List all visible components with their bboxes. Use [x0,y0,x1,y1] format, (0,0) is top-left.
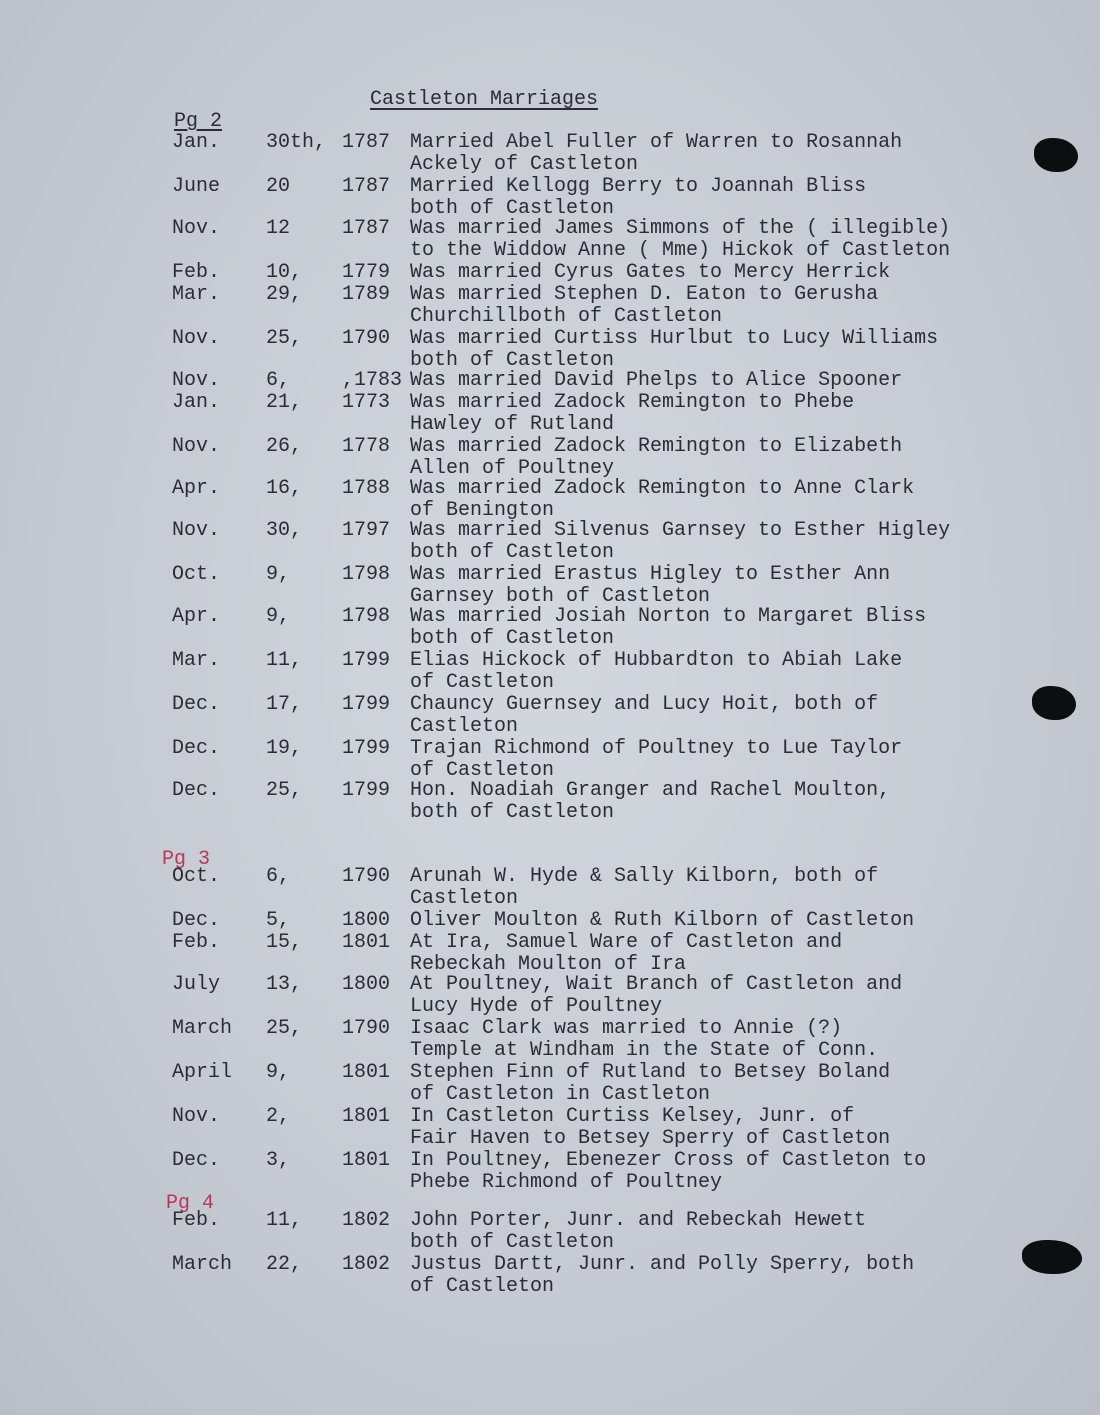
entry-year: 1799 [342,737,391,760]
entry-year: 1801 [342,1061,391,1084]
entry-text-line1: Was married Erastus Higley to Esther Ann [410,563,891,586]
entry-month: Apr. [172,477,221,500]
entry-month: March [172,1253,233,1276]
entry-month: Dec. [172,909,221,932]
entry-day: 22, [266,1253,303,1276]
entry-year: 1778 [342,435,391,458]
entry-text-line2: both of Castleton [410,627,615,650]
entry-text-line1: Was married David Phelps to Alice Spooner [410,369,903,392]
entry-day: 25, [266,327,303,350]
entry-year: 1799 [342,693,391,716]
section-label-pg3: Pg 3 [162,848,211,871]
binder-hole-top [1034,138,1078,172]
entry-text-line1: Isaac Clark was married to Annie (?) [410,1017,843,1040]
entry-year: 1779 [342,261,391,284]
entry-year: 1801 [342,1105,391,1128]
entry-text-line2: Fair Haven to Betsey Sperry of Castleton [410,1127,891,1150]
entry-text-line2: both of Castleton [410,349,615,372]
marriage-entry [0,650,1100,694]
marriage-entry [0,520,1100,564]
marriage-entry [0,176,1100,220]
entry-text-line2: Rebeckah Moulton of Ira [410,953,687,976]
entry-month: Oct. [172,563,221,586]
entry-text-line1: At Poultney, Wait Branch of Castleton and [410,973,903,996]
marriage-entry [0,738,1100,782]
marriage-entry [0,1210,1100,1254]
entry-month: July [172,973,221,996]
entry-month: April [172,1061,233,1084]
entry-month: Dec. [172,737,221,760]
marriage-entry [0,436,1100,480]
entry-text-line1: Married Kellogg Berry to Joannah Bliss [410,175,867,198]
entry-text-line1: Stephen Finn of Rutland to Betsey Boland [410,1061,891,1084]
entry-year: 1799 [342,649,391,672]
entry-text-line1: Was married Zadock Remington to Elizabeth [410,435,903,458]
entry-text-line2: Churchillboth of Castleton [410,305,723,328]
entry-day: 11, [266,649,303,672]
entry-year: 1788 [342,477,391,500]
entry-text-line2: Hawley of Rutland [410,413,615,436]
entry-text-line2: Lucy Hyde of Poultney [410,995,663,1018]
entry-day: 11, [266,1209,303,1232]
entry-day: 2, [266,1105,291,1128]
entry-text-line1: Was married Stephen D. Eaton to Gerusha [410,283,879,306]
entry-text-line2: Castleton [410,715,519,738]
marriage-entry [0,974,1100,1018]
entry-day: 13, [266,973,303,996]
entry-day: 9, [266,605,291,628]
entry-month: Nov. [172,1105,221,1128]
entry-year: 1800 [342,973,391,996]
section-label-pg4: Pg 4 [166,1192,215,1215]
entry-day: 12 [266,217,291,240]
entry-month: Mar. [172,649,221,672]
entry-text-line1: Oliver Moulton & Ruth Kilborn of Castleton [410,909,915,932]
entry-text-line2: Castleton [410,887,519,910]
marriage-entry [0,694,1100,738]
entry-month: Nov. [172,369,221,392]
entry-text-line2: to the Widdow Anne ( Mme) Hickok of Castleton [410,239,951,262]
entry-text-line1: In Castleton Curtiss Kelsey, Junr. of [410,1105,855,1128]
entry-text-line1: Chauncy Guernsey and Lucy Hoit, both of [410,693,879,716]
entry-text-line1: Elias Hickock of Hubbardton to Abiah Lake [410,649,903,672]
entry-month: Feb. [172,1209,221,1232]
entry-text-line1: Was married Zadock Remington to Anne Clark [410,477,915,500]
entry-year: 1802 [342,1209,391,1232]
entry-day: 17, [266,693,303,716]
entry-month: Jan. [172,391,221,414]
entry-month: Dec. [172,1149,221,1172]
entry-text-line2: of Castleton in Castleton [410,1083,711,1106]
binder-hole-bottom [1022,1240,1082,1274]
entry-text-line1: Justus Dartt, Junr. and Polly Sperry, both [410,1253,915,1276]
entry-day: 5, [266,909,291,932]
entry-day: 10, [266,261,303,284]
entry-day: 29, [266,283,303,306]
entry-day: 20 [266,175,291,198]
entry-month: Nov. [172,217,221,240]
entry-year: 1787 [342,175,391,198]
entry-day: 19, [266,737,303,760]
entry-text-line2: both of Castleton [410,801,615,824]
page-title: Castleton Marriages [370,88,599,111]
entry-text-line2: Garnsey both of Castleton [410,585,711,608]
entry-year: 1797 [342,519,391,542]
entry-day: 25, [266,779,303,802]
entry-year: 1798 [342,563,391,586]
entry-text-line1: Was married Curtiss Hurlbut to Lucy Williams [410,327,939,350]
marriage-entry [0,132,1100,176]
entry-month: Feb. [172,931,221,954]
marriage-entry [0,392,1100,436]
entry-year: 1790 [342,1017,391,1040]
entry-text-line2: Ackely of Castleton [410,153,639,176]
entry-year: 1802 [342,1253,391,1276]
marriage-entry [0,564,1100,608]
entry-text-line1: At Ira, Samuel Ware of Castleton and [410,931,843,954]
entry-text-line2: of Castleton [410,671,555,694]
entry-day: 25, [266,1017,303,1040]
entry-year: 1798 [342,605,391,628]
marriage-entry [0,1018,1100,1062]
entry-month: Apr. [172,605,221,628]
marriage-entry [0,1062,1100,1106]
entry-month: Nov. [172,327,221,350]
entry-year: 1801 [342,1149,391,1172]
marriage-entry [0,328,1100,372]
marriage-entry [0,932,1100,976]
entry-year: 1801 [342,931,391,954]
marriage-entry [0,284,1100,328]
entry-month: March [172,1017,233,1040]
entry-month: Jan. [172,131,221,154]
marriage-entry [0,606,1100,650]
entry-month: Feb. [172,261,221,284]
marriage-entry [0,218,1100,262]
entry-day: 30th, [266,131,327,154]
entry-year: 1790 [342,865,391,888]
entry-text-line1: In Poultney, Ebenezer Cross of Castleton to [410,1149,927,1172]
section-label-pg2: Pg 2 [174,110,223,133]
entry-text-line1: John Porter, Junr. and Rebeckah Hewett [410,1209,867,1232]
entry-text-line1: Was married Josiah Norton to Margaret Bliss [410,605,927,628]
entry-day: 15, [266,931,303,954]
binder-hole-middle [1032,686,1076,720]
entry-text-line1: Was married Cyrus Gates to Mercy Herrick [410,261,891,284]
entry-year: 1787 [342,217,391,240]
entry-day: 9, [266,563,291,586]
entry-day: 3, [266,1149,291,1172]
entry-month: Nov. [172,435,221,458]
entry-text-line1: Was married Zadock Remington to Phebe [410,391,855,414]
entry-year: 1799 [342,779,391,802]
entry-month: June [172,175,221,198]
entry-text-line1: Married Abel Fuller of Warren to Rosannah [410,131,903,154]
marriage-entry [0,780,1100,824]
entry-month: Dec. [172,779,221,802]
entry-year: ,1783 [342,369,403,392]
entry-day: 30, [266,519,303,542]
entry-year: 1787 [342,131,391,154]
marriage-entry [0,1106,1100,1150]
entry-text-line2: of Benington [410,499,555,522]
entry-text-line2: Temple at Windham in the State of Conn. [410,1039,879,1062]
entry-year: 1773 [342,391,391,414]
entry-day: 16, [266,477,303,500]
entry-day: 9, [266,1061,291,1084]
entry-day: 26, [266,435,303,458]
marriage-entry [0,1150,1100,1194]
entry-day: 6, [266,865,291,888]
entry-month: Dec. [172,693,221,716]
entry-text-line1: Hon. Noadiah Granger and Rachel Moulton, [410,779,891,802]
entry-text-line2: of Castleton [410,1275,555,1298]
entry-text-line1: Trajan Richmond of Poultney to Lue Taylor [410,737,903,760]
entry-text-line2: Allen of Poultney [410,457,615,480]
entry-month: Mar. [172,283,221,306]
entry-year: 1790 [342,327,391,350]
marriage-entry [0,866,1100,910]
entry-year: 1800 [342,909,391,932]
marriage-entry [0,478,1100,522]
entry-text-line2: both of Castleton [410,541,615,564]
entry-month: Oct. [172,865,221,888]
entry-month: Nov. [172,519,221,542]
entry-text-line2: both of Castleton [410,197,615,220]
entry-day: 6, [266,369,291,392]
entry-day: 21, [266,391,303,414]
entry-text-line2: both of Castleton [410,1231,615,1254]
entry-year: 1789 [342,283,391,306]
marriage-entry [0,1254,1100,1298]
entry-text-line1: Was married James Simmons of the ( illegible) [410,217,951,240]
entry-text-line1: Was married Silvenus Garnsey to Esther Higley [410,519,951,542]
entry-text-line2: of Castleton [410,759,555,782]
entry-text-line2: Phebe Richmond of Poultney [410,1171,723,1194]
entry-text-line1: Arunah W. Hyde & Sally Kilborn, both of [410,865,879,888]
